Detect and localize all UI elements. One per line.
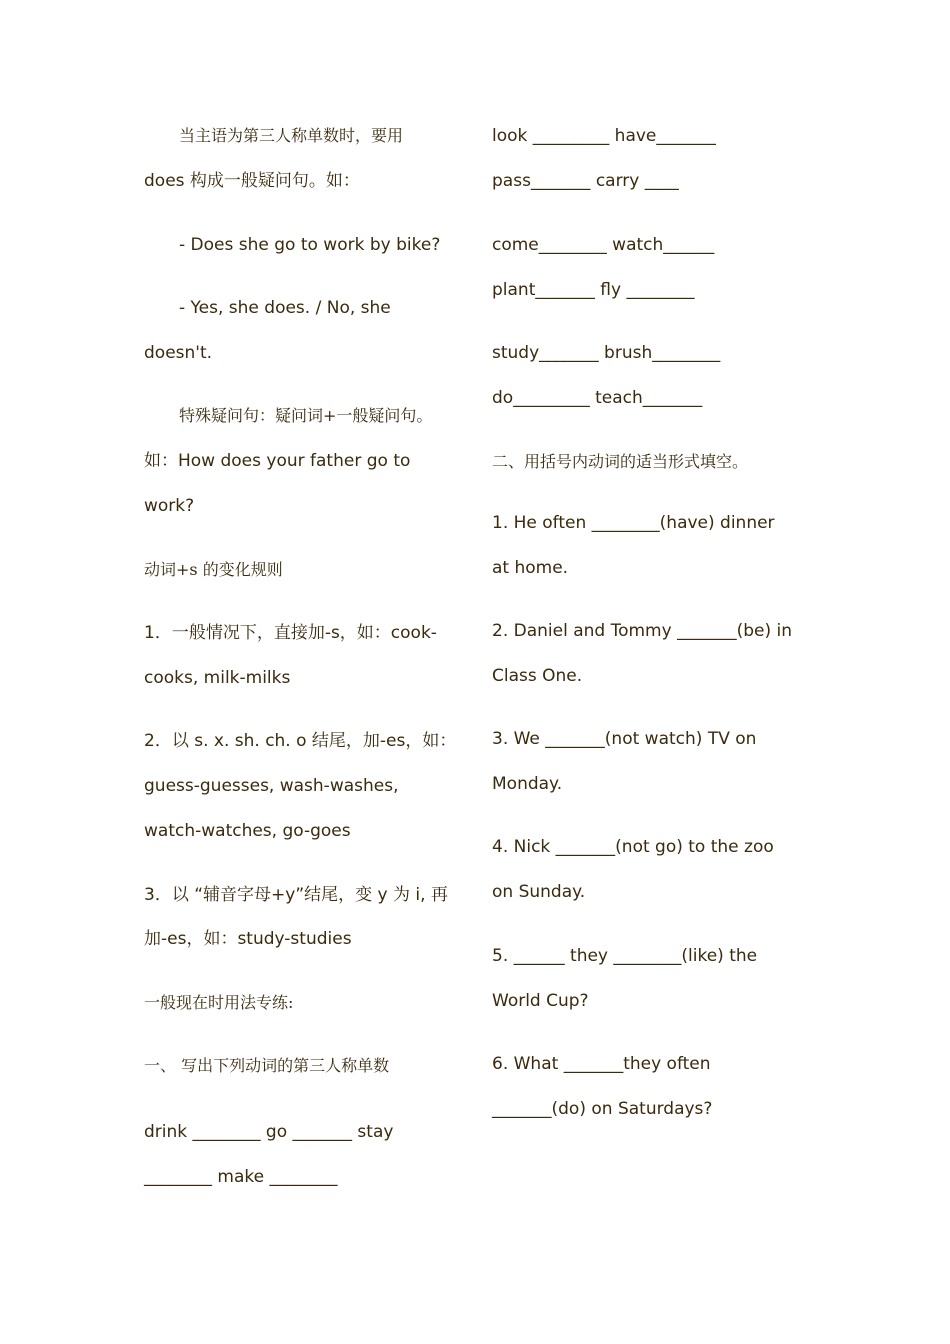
- verb-blanks-line2: ________ make ________: [144, 1167, 338, 1187]
- verb-blanks-row: study_______ brush________: [492, 343, 721, 363]
- example-answer-line1: - Yes, she does. / No, she: [179, 298, 391, 318]
- special-question-line2: 如：How does your father go to: [144, 451, 411, 471]
- question-2-line2: Class One.: [492, 666, 583, 686]
- verb-blanks-row: plant_______ fly ________: [492, 280, 695, 300]
- practice-heading: 一般现在时用法专练:: [144, 993, 294, 1012]
- rule-3-line2: 加-es，如：study-studies: [144, 929, 352, 949]
- question-6-line1: 6. What _______they often: [492, 1054, 711, 1074]
- verb-blanks-row: look _________ have_______: [492, 126, 716, 146]
- special-question-line3: work?: [144, 496, 195, 516]
- question-3-line2: Monday.: [492, 774, 563, 794]
- rule-3-line1: 3．以 “辅音字母+y”结尾，变 y 为 i, 再: [144, 885, 448, 905]
- rules-heading: 动词+s 的变化规则: [144, 560, 283, 579]
- question-1-line1: 1. He often ________(have) dinner: [492, 513, 775, 533]
- rule-2-line2: guess-guesses, wash-washes,: [144, 776, 399, 796]
- question-1-line2: at home.: [492, 558, 569, 578]
- paragraph-third-person-rule-line1: 当主语为第三人称单数时，要用: [179, 126, 404, 145]
- question-4-line2: on Sunday.: [492, 882, 586, 902]
- special-question-line1: 特殊疑问句：疑问词+一般疑问句。: [179, 406, 433, 425]
- section-1-heading: 一、 写出下列动词的第三人称单数: [144, 1056, 390, 1075]
- question-2-line1: 2. Daniel and Tommy _______(be) in: [492, 621, 792, 641]
- verb-blanks-line1: drink ________ go _______ stay: [144, 1122, 394, 1142]
- question-6-line2: _______(do) on Saturdays?: [492, 1099, 713, 1119]
- rule-1-line2: cooks, milk-milks: [144, 668, 291, 688]
- verb-blanks-row: do_________ teach_______: [492, 388, 703, 408]
- example-question: - Does she go to work by bike?: [179, 235, 441, 255]
- rule-2-line1: 2．以 s. x. sh. ch. o 结尾，加-es，如：: [144, 731, 457, 751]
- question-5-line1: 5. ______ they ________(like) the: [492, 946, 758, 966]
- question-4-line1: 4. Nick _______(not go) to the zoo: [492, 837, 774, 857]
- rule-2-line3: watch-watches, go-goes: [144, 821, 351, 841]
- rule-1-line1: 1．一般情况下，直接加-s，如：cook-: [144, 623, 437, 643]
- verb-blanks-row: come________ watch______: [492, 235, 715, 255]
- section-2-heading: 二、用括号内动词的适当形式填空。: [492, 452, 749, 471]
- paragraph-third-person-rule-line2: does 构成一般疑问句。如：: [144, 171, 360, 191]
- question-5-line2: World Cup?: [492, 991, 589, 1011]
- verb-blanks-row: pass_______ carry ____: [492, 171, 679, 191]
- example-answer-line2: doesn't.: [144, 343, 213, 363]
- question-3-line1: 3. We _______(not watch) TV on: [492, 729, 757, 749]
